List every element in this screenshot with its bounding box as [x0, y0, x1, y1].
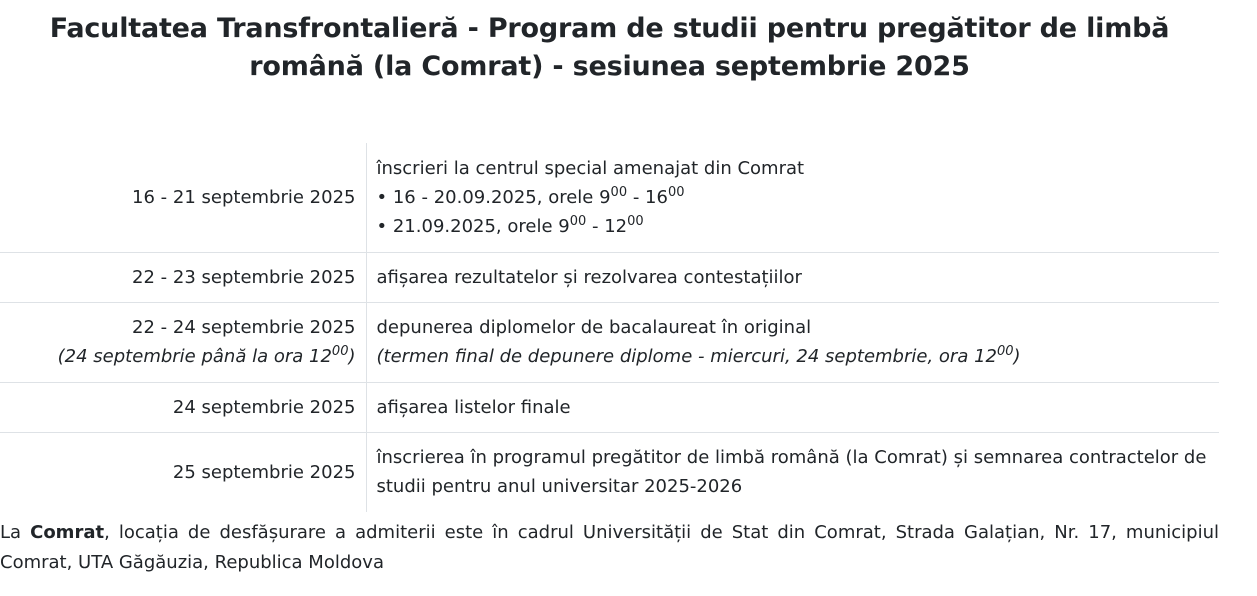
date-cell [0, 302, 366, 382]
description-cell [366, 143, 1219, 252]
description-cell [366, 302, 1219, 382]
date-note: (24 septembrie până la ora $12^{00}$) [57, 343, 356, 367]
bullet-icon: • [376, 186, 388, 208]
table-row [0, 143, 1219, 252]
description-cell [366, 252, 1219, 302]
date-text: 22 - 23 septembrie 2025 [132, 266, 356, 288]
page-title: Facultatea Transfrontalieră - Program de studii pentru pregătitor de limbă română (la Comrat) - sesiunea septembrie 2025 [49, 13, 1170, 82]
location-name: Comrat [30, 522, 105, 543]
date-text: 22 - 24 septembrie 2025 [132, 317, 356, 338]
date-cell [0, 432, 366, 512]
table-row [0, 252, 1219, 302]
description-cell [366, 432, 1219, 512]
bullet-item: • 16 - 20.09.2025, orele $9^{00} - 16^{00}$ [376, 184, 685, 208]
date-cell [0, 382, 366, 432]
table-row [0, 382, 1219, 432]
table-row [0, 432, 1219, 512]
date-text: 24 septembrie 2025 [172, 396, 356, 418]
description-cell [366, 382, 1219, 432]
description-text: afișarea rezultatelor și rezolvarea contestațiilor [376, 266, 802, 288]
date-text: 25 septembrie 2025 [172, 461, 356, 483]
date-cell [0, 252, 366, 302]
location-note: La Comrat, locația de desfășurare a admiterii este în cadrul Universității de Stat din Comrat, Strada Galațian, Nr. 17, municipiul Comrat, UTA Găgăuzia, Republica Moldova [0, 522, 1219, 573]
bullet-icon: • [376, 215, 388, 237]
description-text: depunerea diplomelor de bacalaureat în original [376, 317, 812, 338]
date-text: 16 - 21 septembrie 2025 [132, 186, 356, 208]
schedule-table [0, 143, 1219, 512]
description-note: (termen final de depunere diplome - miercuri, 24 septembrie, ora $12^{00}$) [376, 343, 1021, 367]
description-text: înscrieri la centrul special amenajat din Comrat [376, 157, 805, 179]
description-text: înscrierea în programul pregătitor de limbă română (la Comrat) și semnarea contractelor de studii pentru anul universitar 2025-2026 [376, 447, 1207, 498]
description-text: afișarea listelor finale [376, 396, 571, 418]
date-cell [0, 143, 366, 252]
bullet-item: • 21.09.2025, orele $9^{00} - 12^{00}$ [376, 213, 644, 237]
table-row [0, 302, 1219, 382]
